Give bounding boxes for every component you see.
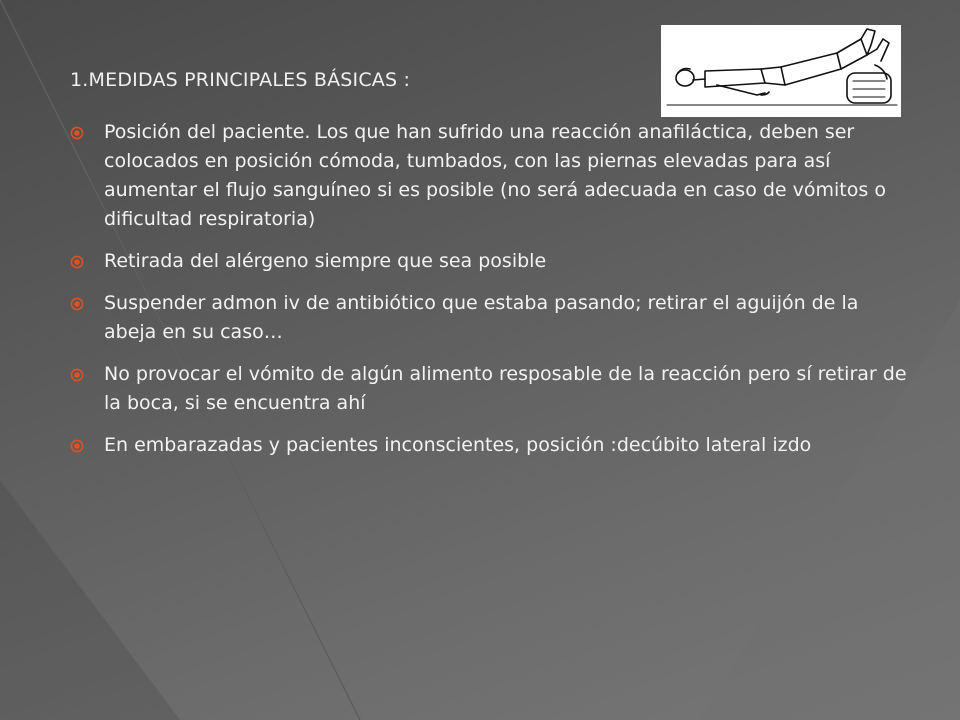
bullet-text: Posición del paciente. Los que han sufrido una reacción anafiláctica, deben ser colocados en posición cómoda, tumbados, con las piernas elevadas para así aumentar el flujo sanguíneo si es posible (no será adecuada en caso de vómitos o dificultad respiratoria): [104, 121, 886, 230]
bullet-text: En embarazadas y pacientes inconscientes, posición :decúbito lateral izdo: [104, 434, 812, 456]
list-item: [70, 431, 910, 460]
list-item: [70, 118, 910, 234]
bullet-text: Retirada del alérgeno siempre que sea posible: [104, 250, 547, 272]
list-item: [70, 289, 910, 347]
list-item: [70, 247, 910, 276]
circle-dot-icon: [70, 118, 104, 147]
bullet-list: [70, 118, 910, 473]
patient-illustration: [661, 25, 901, 117]
list-item: [70, 360, 910, 418]
patient-legs-elevated-icon: [661, 25, 901, 117]
circle-dot-icon: [70, 247, 104, 276]
circle-dot-icon: [70, 431, 104, 460]
circle-dot-icon: [70, 360, 104, 389]
circle-dot-icon: [70, 289, 104, 318]
bullet-text: No provocar el vómito de algún alimento resposable de la reacción pero sí retirar de la boca, si se encuentra ahí: [104, 363, 907, 414]
bullet-text: Suspender admon iv de antibiótico que estaba pasando; retirar el aguijón de la abeja en su caso…: [104, 292, 859, 343]
slide-title: 1.MEDIDAS PRINCIPALES BÁSICAS :: [70, 69, 411, 91]
